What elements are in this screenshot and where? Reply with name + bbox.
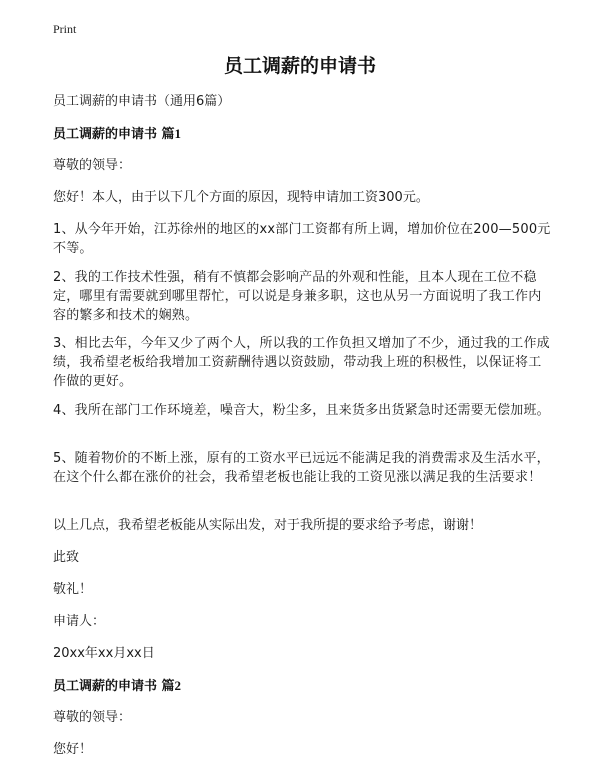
section-heading-2 <box>53 676 553 696</box>
document-title: 员工调薪的申请书 <box>223 55 376 77</box>
section-heading-1-number: 1 <box>174 126 182 141</box>
date-line-1: 20xx年xx月xx日 <box>53 646 155 661</box>
salutation-2: 尊敬的领导： <box>53 710 132 725</box>
jingli-line-1: 敬礼！ <box>53 582 93 597</box>
salutation-1: 尊敬的领导： <box>53 158 132 173</box>
section-heading-1-text: 员工调薪的申请书 篇 <box>53 127 175 142</box>
section-heading-2-text: 员工调薪的申请书 篇 <box>53 679 175 694</box>
applicant-line-1: 申请人： <box>53 614 106 629</box>
print-link[interactable]: Print <box>53 22 77 36</box>
section-heading-2-number: 2 <box>174 678 182 693</box>
section-heading-1 <box>53 124 553 144</box>
closing-paragraph-1: 以上几点，我希望老板能从实际出发，对于我所提的要求给予考虑，谢谢！ <box>53 518 483 533</box>
opening-paragraph-1: 您好！本人，由于以下几个方面的原因，现特申请加工资300元。 <box>53 190 429 205</box>
point-paragraph-4: 4、我所在部门工作环境差，噪音大，粉尘多，且来货多出货紧急时还需要无偿加班。 <box>53 403 550 418</box>
point-paragraph-1: 1、从今年开始，江苏徐州的地区的xx部门工资都有所上调，增加价位在200—500元不等。 <box>53 222 551 256</box>
cizhi-line-1: 此致 <box>53 550 80 565</box>
point-paragraph-5: 5、随着物价的不断上涨，原有的工资水平已远远不能满足我的消费需求及生活水平，在这个什么都在涨价的社会，我希望老板也能让我的工资见涨以满足我的生活要求！ <box>53 451 550 485</box>
opening-paragraph-2: 您好！ <box>53 742 93 757</box>
point-paragraph-3: 3、相比去年，今年又少了两个人，所以我的工作负担又增加了不少，通过我的工作成绩，我希望老板给我增加工资薪酬待遇以资鼓励，带动我上班的积极性，以保证将工作做的更好。 <box>53 336 550 389</box>
point-paragraph-2: 2、我的工作技术性强，稍有不慎都会影响产品的外观和性能，且本人现在工位不稳定，哪里有需要就到哪里帮忙，可以说是身兼多职，这也从另一方面说明了我工作内容的繁多和技术的娴熟。 <box>53 270 542 323</box>
intro-line: 员工调薪的申请书（通用6篇） <box>53 94 231 109</box>
